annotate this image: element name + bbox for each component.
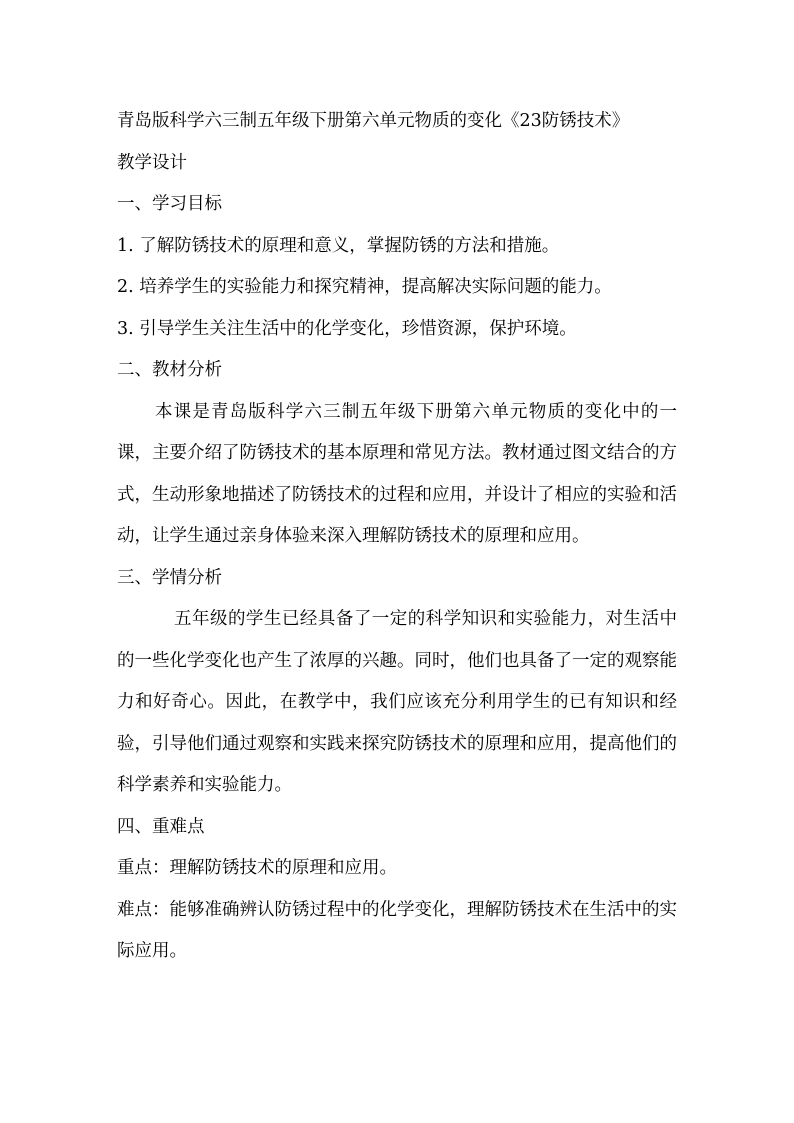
document-subtitle: 教学设计 [117, 152, 187, 173]
difficult-point-text: 难点：能够准确辨认防锈过程中的化学变化，理解防锈技术在生活中的实际应用。 [117, 899, 677, 961]
section-heading-textbook-analysis: 二、教材分析 [117, 360, 222, 380]
section-heading-key-difficult-points: 四、重难点 [117, 816, 205, 837]
student-analysis-paragraph: 五年级的学生已经具备了一定的科学知识和实验能力，对生活中的一些化学变化也产生了浓厚的兴趣。同时，他们也具备了一定的观察能力和好奇心。因此，在教学中，我们应该充分利用学生的已有知识和经验，引导他们通过观察和实践来探究防锈技术的原理和应用，提高他们的科学素养和实验能力。 [117, 609, 677, 795]
document-page [117, 101, 677, 973]
key-point-text: 重点：理解防锈技术的原理和应用。 [117, 858, 397, 878]
textbook-analysis-paragraph: 本课是青岛版科学六三制五年级下册第六单元物质的变化中的一课，主要介绍了防锈技术的基本原理和常见方法。教材通过图文结合的方式，生动形象地描述了防锈技术的过程和应用，并设计了相应的实验和活动，让学生通过亲身体验来深入理解防锈技术的原理和应用。 [117, 401, 677, 546]
objective-item-2: 2. 培养学生的实验能力和探究精神，提高解决实际问题的能力。 [117, 277, 612, 297]
section-heading-objectives: 一、学习目标 [117, 194, 222, 214]
document-title: 青岛版科学六三制五年级下册第六单元物质的变化《23防锈技术》 [117, 111, 630, 131]
objective-item-1: 1. 了解防锈技术的原理和意义，掌握防锈的方法和措施。 [117, 235, 560, 256]
objective-item-3: 3. 引导学生关注生活中的化学变化，珍惜资源，保护环境。 [117, 318, 577, 339]
section-heading-student-analysis: 三、学情分析 [117, 567, 222, 588]
